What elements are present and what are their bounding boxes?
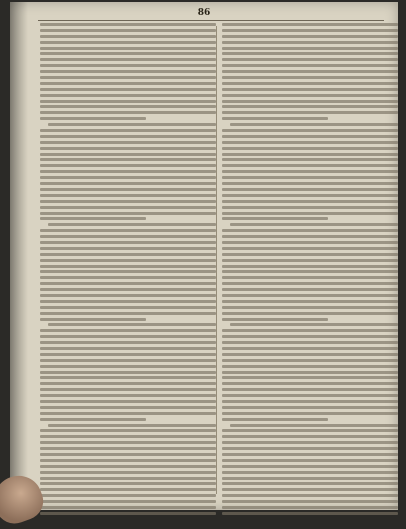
text-line: [40, 394, 216, 397]
text-line: [40, 111, 216, 114]
text-line: [222, 435, 398, 438]
text-line: [222, 52, 398, 55]
text-line: [222, 176, 398, 179]
text-line: [222, 58, 398, 61]
text-line: [40, 147, 216, 150]
text-line: [222, 212, 398, 215]
text-line: [222, 141, 398, 144]
text-line: [222, 512, 398, 515]
text-line: [222, 259, 398, 262]
text-line: [40, 365, 216, 368]
text-line: [40, 376, 216, 379]
text-line: [222, 447, 398, 450]
text-line: [222, 117, 328, 120]
text-line: [222, 76, 398, 79]
text-line: [40, 164, 216, 167]
text-line: [222, 111, 398, 114]
text-line: [222, 300, 398, 303]
text-line: [230, 424, 398, 427]
text-line: [222, 388, 398, 391]
text-line: [222, 229, 398, 232]
text-line: [40, 170, 216, 173]
text-line: [40, 318, 146, 321]
text-line: [222, 488, 398, 491]
text-line: [40, 382, 216, 385]
text-line: [40, 182, 216, 185]
text-line: [40, 494, 216, 497]
text-line: [48, 223, 216, 226]
text-line: [222, 164, 398, 167]
book-page: [10, 2, 398, 510]
text-line: [40, 158, 216, 161]
header-rule: [38, 20, 384, 21]
text-line: [40, 129, 216, 132]
text-line: [40, 23, 216, 26]
text-line: [222, 400, 398, 403]
text-line: [222, 382, 398, 385]
text-line: [40, 353, 216, 356]
text-line: [222, 441, 398, 444]
text-line: [40, 105, 216, 108]
text-line: [40, 435, 216, 438]
text-line: [40, 359, 216, 362]
text-line: [222, 235, 398, 238]
text-line: [40, 47, 216, 50]
text-line: [222, 29, 398, 32]
text-line: [222, 41, 398, 44]
text-line: [40, 459, 216, 462]
text-line: [40, 88, 216, 91]
text-line: [222, 365, 398, 368]
text-line: [40, 35, 216, 38]
text-line: [40, 329, 216, 332]
text-line: [48, 323, 216, 326]
text-line: [48, 123, 216, 126]
text-line: [222, 471, 398, 474]
text-line: [40, 288, 216, 291]
text-line: [40, 276, 216, 279]
text-line: [40, 194, 216, 197]
text-line: [40, 488, 216, 491]
text-line: [40, 82, 216, 85]
text-line: [40, 188, 216, 191]
text-line: [40, 429, 216, 432]
text-line: [222, 147, 398, 150]
text-line: [40, 453, 216, 456]
text-line: [222, 482, 398, 485]
text-line: [222, 341, 398, 344]
text-line: [40, 341, 216, 344]
text-line: [222, 494, 398, 497]
text-line: [40, 64, 216, 67]
text-line: [40, 406, 216, 409]
right-text-column: [222, 23, 398, 518]
text-line: [222, 318, 328, 321]
text-line: [40, 58, 216, 61]
text-line: [222, 477, 398, 480]
text-line: [40, 141, 216, 144]
text-line: [40, 212, 216, 215]
text-line: [40, 94, 216, 97]
text-line: [222, 500, 398, 503]
text-line: [222, 200, 398, 203]
text-line: [222, 453, 398, 456]
text-line: [40, 506, 216, 509]
text-line: [40, 229, 216, 232]
text-line: [230, 323, 398, 326]
text-line: [222, 64, 398, 67]
text-line: [40, 312, 216, 315]
text-line: [40, 441, 216, 444]
text-line: [40, 477, 216, 480]
text-line: [40, 300, 216, 303]
text-line: [40, 41, 216, 44]
text-line: [222, 129, 398, 132]
left-text-column: [40, 23, 216, 518]
text-line: [230, 223, 398, 226]
text-line: [222, 94, 398, 97]
text-line: [222, 135, 398, 138]
text-line: [40, 206, 216, 209]
text-line: [222, 371, 398, 374]
text-line: [222, 294, 398, 297]
text-line: [222, 82, 398, 85]
text-line: [40, 217, 146, 220]
text-line: [222, 270, 398, 273]
text-line: [40, 412, 216, 415]
text-line: [222, 182, 398, 185]
text-line: [40, 259, 216, 262]
text-line: [40, 306, 216, 309]
text-line: [40, 176, 216, 179]
text-line: [222, 335, 398, 338]
text-line: [40, 482, 216, 485]
text-line: [222, 188, 398, 191]
text-line: [222, 306, 398, 309]
text-line: [40, 100, 216, 103]
text-line: [40, 335, 216, 338]
text-line: [40, 135, 216, 138]
text-line: [40, 465, 216, 468]
text-line: [40, 153, 216, 156]
text-line: [222, 241, 398, 244]
text-line: [40, 400, 216, 403]
text-line: [222, 170, 398, 173]
text-line: [222, 194, 398, 197]
text-line: [222, 23, 398, 26]
text-line: [222, 70, 398, 73]
text-line: [40, 70, 216, 73]
text-line: [40, 418, 146, 421]
text-line: [222, 418, 328, 421]
text-line: [40, 371, 216, 374]
text-line: [222, 282, 398, 285]
text-line: [40, 29, 216, 32]
text-line: [222, 153, 398, 156]
column-divider: [216, 26, 217, 494]
text-line: [40, 447, 216, 450]
text-line: [222, 465, 398, 468]
text-line: [222, 35, 398, 38]
text-line: [222, 253, 398, 256]
text-line: [222, 247, 398, 250]
text-line: [40, 76, 216, 79]
text-line: [40, 270, 216, 273]
text-line: [222, 347, 398, 350]
text-line: [222, 47, 398, 50]
text-line: [222, 429, 398, 432]
text-line: [230, 123, 398, 126]
text-line: [222, 312, 398, 315]
text-line: [222, 394, 398, 397]
text-line: [40, 294, 216, 297]
text-line: [222, 506, 398, 509]
text-line: [222, 353, 398, 356]
text-line: [40, 388, 216, 391]
text-line: [40, 347, 216, 350]
text-line: [222, 158, 398, 161]
text-line: [40, 117, 146, 120]
binding-shadow: [10, 2, 28, 510]
text-line: [222, 217, 328, 220]
text-line: [40, 235, 216, 238]
text-line: [222, 206, 398, 209]
text-line: [222, 359, 398, 362]
text-line: [40, 282, 216, 285]
text-line: [40, 52, 216, 55]
text-line: [222, 105, 398, 108]
text-line: [40, 241, 216, 244]
text-line: [40, 500, 216, 503]
text-line: [222, 329, 398, 332]
page-number: 86: [197, 8, 211, 18]
text-line: [222, 100, 398, 103]
text-line: [222, 376, 398, 379]
text-line: [222, 276, 398, 279]
text-line: [222, 412, 398, 415]
text-line: [40, 247, 216, 250]
text-line: [40, 471, 216, 474]
text-line: [222, 88, 398, 91]
text-line: [222, 459, 398, 462]
text-line: [40, 512, 216, 515]
text-line: [40, 200, 216, 203]
text-line: [222, 265, 398, 268]
text-line: [40, 253, 216, 256]
text-line: [40, 265, 216, 268]
text-line: [48, 424, 216, 427]
text-line: [222, 288, 398, 291]
text-line: [222, 406, 398, 409]
